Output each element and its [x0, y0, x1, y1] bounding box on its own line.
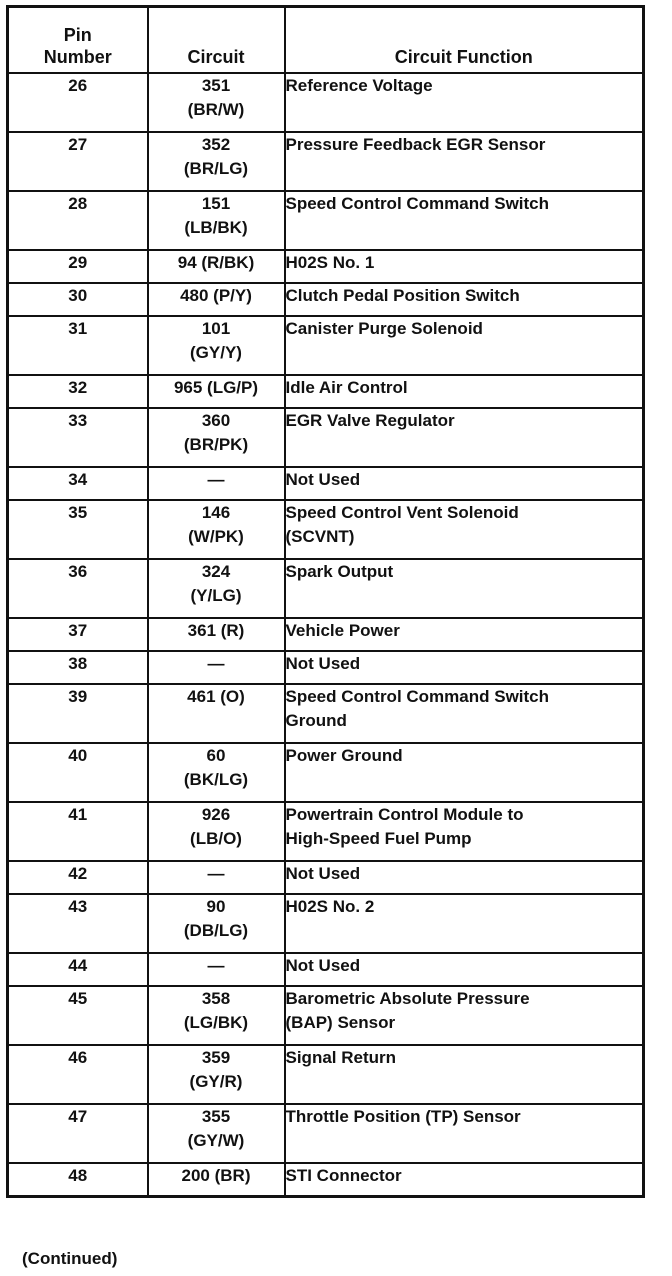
- pin-number-header: [8, 7, 148, 74]
- circuit-line: (LB/BK): [184, 218, 248, 237]
- circuit-line: 324: [201, 562, 231, 581]
- table-row: [8, 559, 644, 618]
- function-line: Clutch Pedal Position Switch: [285, 286, 520, 305]
- circuit-function-cell: [285, 651, 644, 684]
- circuit-cell: [148, 408, 285, 467]
- circuit-function-cell: [285, 743, 644, 802]
- circuit-cell: [148, 1163, 285, 1197]
- pin-number-cell: 34: [8, 467, 148, 500]
- circuit-function-cell: [285, 316, 644, 375]
- circuit-line: 351: [201, 76, 231, 95]
- table-row: [8, 651, 644, 684]
- circuit-line: —: [207, 864, 225, 883]
- pin-number-cell: 33: [8, 408, 148, 467]
- table-row: [8, 802, 644, 861]
- pin-number-cell: 30: [8, 283, 148, 316]
- function-line: Power Ground: [285, 746, 403, 765]
- function-line: EGR Valve Regulator: [285, 411, 455, 430]
- table-row: [8, 684, 644, 743]
- table-row: [8, 743, 644, 802]
- circuit-function-cell: [285, 802, 644, 861]
- circuit-cell: [148, 743, 285, 802]
- function-line: Ground: [285, 711, 347, 730]
- function-line: Not Used: [285, 654, 361, 673]
- table-row: [8, 1163, 644, 1197]
- pin-number-cell: 41: [8, 802, 148, 861]
- table-header-row: [8, 7, 644, 74]
- circuit-function-cell: [285, 559, 644, 618]
- circuit-function-cell: [285, 953, 644, 986]
- pin-number-cell: 46: [8, 1045, 148, 1104]
- circuit-line: 480 (P/Y): [180, 286, 252, 305]
- circuit-function-cell: [285, 375, 644, 408]
- table-body: [8, 73, 644, 1197]
- function-line: Throttle Position (TP) Sensor: [285, 1107, 521, 1126]
- function-line: Idle Air Control: [285, 378, 408, 397]
- circuit-line: 461 (O): [187, 687, 245, 706]
- table-row: [8, 953, 644, 986]
- table-row: [8, 1104, 644, 1163]
- circuit-cell: [148, 894, 285, 953]
- pin-number-cell: 38: [8, 651, 148, 684]
- circuit-line: 361 (R): [187, 621, 245, 640]
- circuit-cell: [148, 1104, 285, 1163]
- circuit-line: —: [207, 654, 225, 673]
- circuit-function-cell: [285, 73, 644, 132]
- circuit-line: (BK/LG): [183, 770, 249, 789]
- circuit-cell: [148, 283, 285, 316]
- circuit-function-cell: [285, 283, 644, 316]
- circuit-line: 90: [206, 897, 226, 916]
- circuit-line: —: [207, 470, 225, 489]
- circuit-line: 359: [201, 1048, 231, 1067]
- circuit-line: (W/PK): [188, 527, 244, 546]
- table-row: [8, 467, 644, 500]
- circuit-line: 965 (LG/P): [173, 378, 259, 397]
- table-row: [8, 250, 644, 283]
- circuit-function-cell: [285, 467, 644, 500]
- function-line: Barometric Absolute Pressure: [285, 989, 530, 1008]
- table-row: [8, 316, 644, 375]
- circuit-line: 101: [201, 319, 231, 338]
- document-page: [6, 5, 642, 1198]
- circuit-line: 352: [201, 135, 231, 154]
- function-line: Vehicle Power: [285, 621, 400, 640]
- circuit-cell: [148, 802, 285, 861]
- circuit-function-cell: [285, 894, 644, 953]
- table-row: [8, 894, 644, 953]
- table-row: [8, 191, 644, 250]
- circuit-line: 94 (R/BK): [177, 253, 255, 272]
- table-row: [8, 861, 644, 894]
- function-line: High-Speed Fuel Pump: [285, 829, 472, 848]
- function-line: Signal Return: [285, 1048, 397, 1067]
- pin-number-cell: 32: [8, 375, 148, 408]
- circuit-function-cell: [285, 1045, 644, 1104]
- pin-header-line1: Pin: [63, 25, 92, 45]
- circuit-cell: [148, 191, 285, 250]
- pin-number-cell: 42: [8, 861, 148, 894]
- circuit-cell: [148, 559, 285, 618]
- function-line: Pressure Feedback EGR Sensor: [285, 135, 546, 154]
- function-line: STI Connector: [285, 1166, 402, 1185]
- circuit-line: 60: [206, 746, 226, 765]
- circuit-cell: [148, 316, 285, 375]
- table-row: [8, 408, 644, 467]
- circuit-line: 926: [201, 805, 231, 824]
- circuit-line: (BR/LG): [183, 159, 249, 178]
- pin-number-cell: 36: [8, 559, 148, 618]
- table-row: [8, 283, 644, 316]
- circuit-function-cell: [285, 684, 644, 743]
- function-line: Speed Control Vent Solenoid: [285, 503, 519, 522]
- function-line: Not Used: [285, 470, 361, 489]
- pin-number-cell: 27: [8, 132, 148, 191]
- circuit-cell: [148, 861, 285, 894]
- circuit-line: (LB/O): [190, 829, 242, 848]
- function-line: Canister Purge Solenoid: [285, 319, 483, 338]
- circuit-cell: [148, 684, 285, 743]
- function-line: Spark Output: [285, 562, 394, 581]
- pin-number-cell: 29: [8, 250, 148, 283]
- circuit-function-cell: [285, 861, 644, 894]
- circuit-function-cell: [285, 1104, 644, 1163]
- circuit-header: Circuit: [148, 7, 285, 74]
- circuit-cell: [148, 467, 285, 500]
- table-row: [8, 1045, 644, 1104]
- circuit-line: 151: [201, 194, 231, 213]
- pin-number-cell: 48: [8, 1163, 148, 1197]
- table-row: [8, 618, 644, 651]
- function-line: H02S No. 1: [285, 253, 375, 272]
- circuit-function-cell: [285, 500, 644, 559]
- circuit-function-cell: [285, 1163, 644, 1197]
- function-line: Speed Control Command Switch: [285, 687, 550, 706]
- circuit-cell: [148, 986, 285, 1045]
- pin-number-cell: 45: [8, 986, 148, 1045]
- circuit-cell: [148, 953, 285, 986]
- circuit-cell: [148, 618, 285, 651]
- circuit-function-cell: [285, 408, 644, 467]
- continued-note: (Continued): [22, 1249, 118, 1268]
- circuit-function-cell: [285, 250, 644, 283]
- circuit-cell: [148, 250, 285, 283]
- function-line: (BAP) Sensor: [285, 1013, 396, 1032]
- circuit-line: (BR/PK): [183, 435, 249, 454]
- circuit-function-cell: [285, 986, 644, 1045]
- circuit-function-header: Circuit Function: [285, 7, 644, 74]
- circuit-function-cell: [285, 191, 644, 250]
- table-row: [8, 375, 644, 408]
- pin-number-cell: 37: [8, 618, 148, 651]
- table-row: [8, 986, 644, 1045]
- function-line: H02S No. 2: [285, 897, 375, 916]
- pin-number-cell: 39: [8, 684, 148, 743]
- circuit-function-cell: [285, 132, 644, 191]
- pin-number-cell: 35: [8, 500, 148, 559]
- circuit-line: 358: [201, 989, 231, 1008]
- circuit-cell: [148, 500, 285, 559]
- pin-number-cell: 44: [8, 953, 148, 986]
- circuit-line: 200 (BR): [181, 1166, 251, 1185]
- circuit-line: 360: [201, 411, 231, 430]
- function-line: (SCVNT): [285, 527, 355, 546]
- pin-number-cell: 47: [8, 1104, 148, 1163]
- table-row: [8, 73, 644, 132]
- function-line: Speed Control Command Switch: [285, 194, 550, 213]
- circuit-line: (DB/LG): [183, 921, 249, 940]
- circuit-line: (Y/LG): [190, 586, 242, 605]
- function-line: Not Used: [285, 956, 361, 975]
- circuit-line: 355: [201, 1107, 231, 1126]
- circuit-function-cell: [285, 618, 644, 651]
- circuit-line: 146: [201, 503, 231, 522]
- pin-number-cell: 31: [8, 316, 148, 375]
- circuit-cell: [148, 132, 285, 191]
- function-line: Powertrain Control Module to: [285, 805, 524, 824]
- function-line: Reference Voltage: [285, 76, 433, 95]
- circuit-cell: [148, 375, 285, 408]
- pin-header-line2: Number: [43, 47, 112, 67]
- table-row: [8, 500, 644, 559]
- circuit-line: (BR/W): [187, 100, 245, 119]
- table-row: [8, 132, 644, 191]
- circuit-line: (GY/W): [187, 1131, 245, 1150]
- circuit-cell: [148, 651, 285, 684]
- circuit-line: (GY/Y): [190, 343, 242, 362]
- circuit-cell: [148, 1045, 285, 1104]
- pin-number-cell: 43: [8, 894, 148, 953]
- circuit-line: —: [207, 956, 225, 975]
- pin-circuit-table: [6, 5, 645, 1198]
- pin-number-cell: 40: [8, 743, 148, 802]
- circuit-line: (LG/BK): [183, 1013, 249, 1032]
- circuit-line: (GY/R): [189, 1072, 243, 1091]
- pin-number-cell: 28: [8, 191, 148, 250]
- function-line: Not Used: [285, 864, 361, 883]
- pin-number-cell: 26: [8, 73, 148, 132]
- circuit-cell: [148, 73, 285, 132]
